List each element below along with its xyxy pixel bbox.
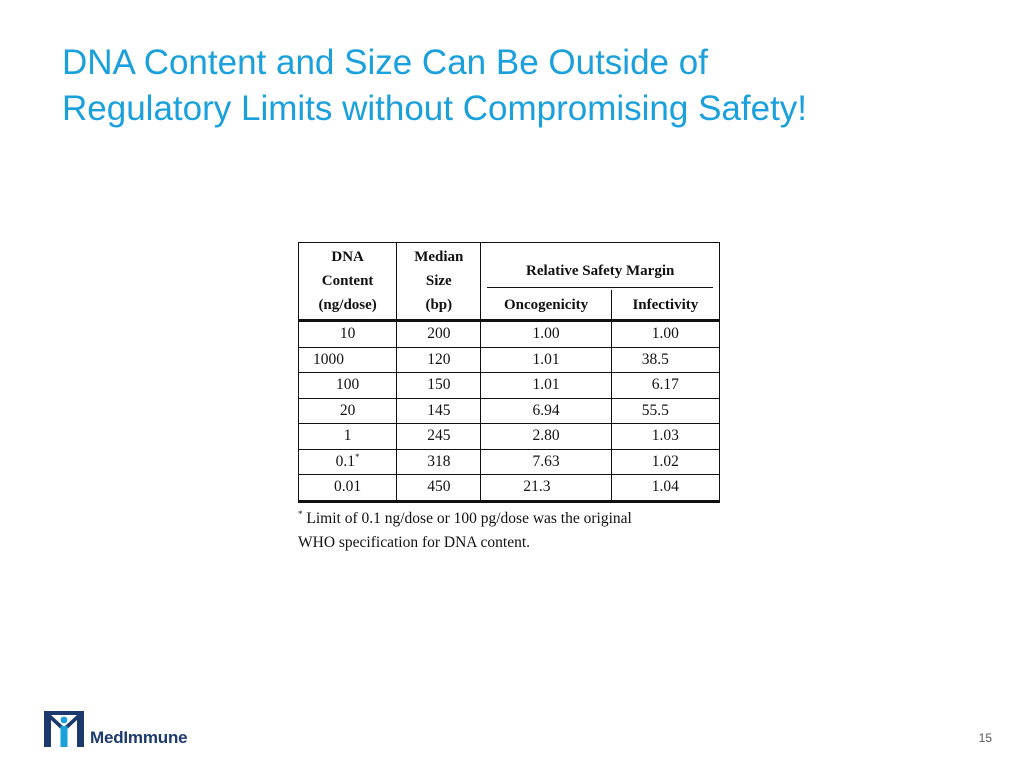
safety-table-body: [299, 321, 720, 502]
cell-dna-content: [299, 373, 397, 399]
cell-dna-content: [299, 321, 397, 348]
header-dna-content-line-3: (ng/dose): [318, 297, 377, 313]
header-dna-content-line-1: DNA: [331, 249, 364, 265]
header-median-size-line-2: Size: [425, 273, 452, 289]
cell-infectivity: 1.02: [611, 449, 719, 475]
cell-infectivity: 1.03: [611, 424, 719, 450]
medimmune-logo: [44, 711, 187, 747]
cell-dna-content-value: 0.1: [335, 452, 356, 470]
header-dna-content-line-2: Content: [321, 273, 374, 289]
header-relative-safety-margin: [481, 243, 720, 291]
cell-dna-content: [299, 475, 397, 502]
cell-dna-content-value: 1: [343, 427, 352, 445]
table-row: [299, 321, 720, 348]
cell-median-size: 318: [397, 449, 481, 475]
footnote-line-1-text: Limit of 0.1 ng/dose or 100 pg/dose was the original: [302, 509, 632, 527]
table-row: [299, 449, 720, 475]
header-oncogenicity: Oncogenicity: [481, 290, 611, 320]
cell-oncogenicity: 6.94: [481, 398, 611, 424]
cell-infectivity: 1.00: [611, 321, 719, 348]
cell-oncogenicity: 1.00: [481, 321, 611, 348]
cell-median-size: 145: [397, 398, 481, 424]
slide-title-line-1: DNA Content and Size Can Be Outside of: [62, 43, 708, 82]
cell-dna-content-value: 10: [339, 325, 356, 343]
footnote-line-1: [298, 507, 728, 531]
table-row: [299, 424, 720, 450]
cell-oncogenicity: 1.01: [481, 347, 611, 373]
footnote-marker-star: *: [355, 451, 360, 462]
safety-table-figure: [298, 242, 722, 555]
cell-infectivity: 55.5: [611, 398, 719, 424]
cell-oncogenicity: 1.01: [481, 373, 611, 399]
cell-infectivity: 1.04: [611, 475, 719, 502]
table-row: [299, 475, 720, 502]
cell-oncogenicity: 21.3: [481, 475, 611, 502]
cell-median-size: 245: [397, 424, 481, 450]
cell-dna-content-value: 0.01: [334, 478, 362, 496]
medimmune-logo-text: MedImmune: [90, 728, 188, 747]
cell-dna-content: [299, 449, 397, 475]
header-median-size: [397, 243, 481, 321]
safety-margin-table: [298, 242, 720, 503]
slide-title-line-2: Regulatory Limits without Compromising Safety!: [62, 89, 808, 128]
cell-dna-content-value: 20: [339, 401, 356, 419]
header-dna-content: [299, 243, 397, 321]
cell-median-size: 120: [397, 347, 481, 373]
cell-oncogenicity: 7.63: [481, 449, 611, 475]
header-median-size-line-3: (bp): [425, 297, 453, 313]
cell-median-size: 450: [397, 475, 481, 502]
table-footnote: [298, 507, 728, 555]
header-relative-safety-margin-label: Relative Safety Margin: [487, 259, 713, 288]
medimmune-logo-icon: [44, 711, 84, 747]
header-infectivity: Infectivity: [611, 290, 719, 320]
cell-dna-content: [299, 424, 397, 450]
header-median-size-line-1: Median: [414, 249, 464, 265]
table-row: [299, 398, 720, 424]
table-row: [299, 347, 720, 373]
cell-oncogenicity: 2.80: [481, 424, 611, 450]
cell-dna-content-value: 100: [335, 376, 360, 394]
slide-title: [62, 40, 962, 132]
table-row: [299, 373, 720, 399]
cell-dna-content: [299, 347, 397, 373]
page-number: 15: [978, 731, 992, 745]
footnote-line-2: WHO specification for DNA content.: [298, 533, 531, 551]
footnote-marker: *: [298, 508, 303, 519]
cell-dna-content-value: 1000: [313, 350, 344, 368]
cell-dna-content: [299, 398, 397, 424]
cell-median-size: 150: [397, 373, 481, 399]
cell-median-size: 200: [397, 321, 481, 348]
cell-infectivity: 38.5: [611, 347, 719, 373]
cell-infectivity: 6.17: [611, 373, 719, 399]
